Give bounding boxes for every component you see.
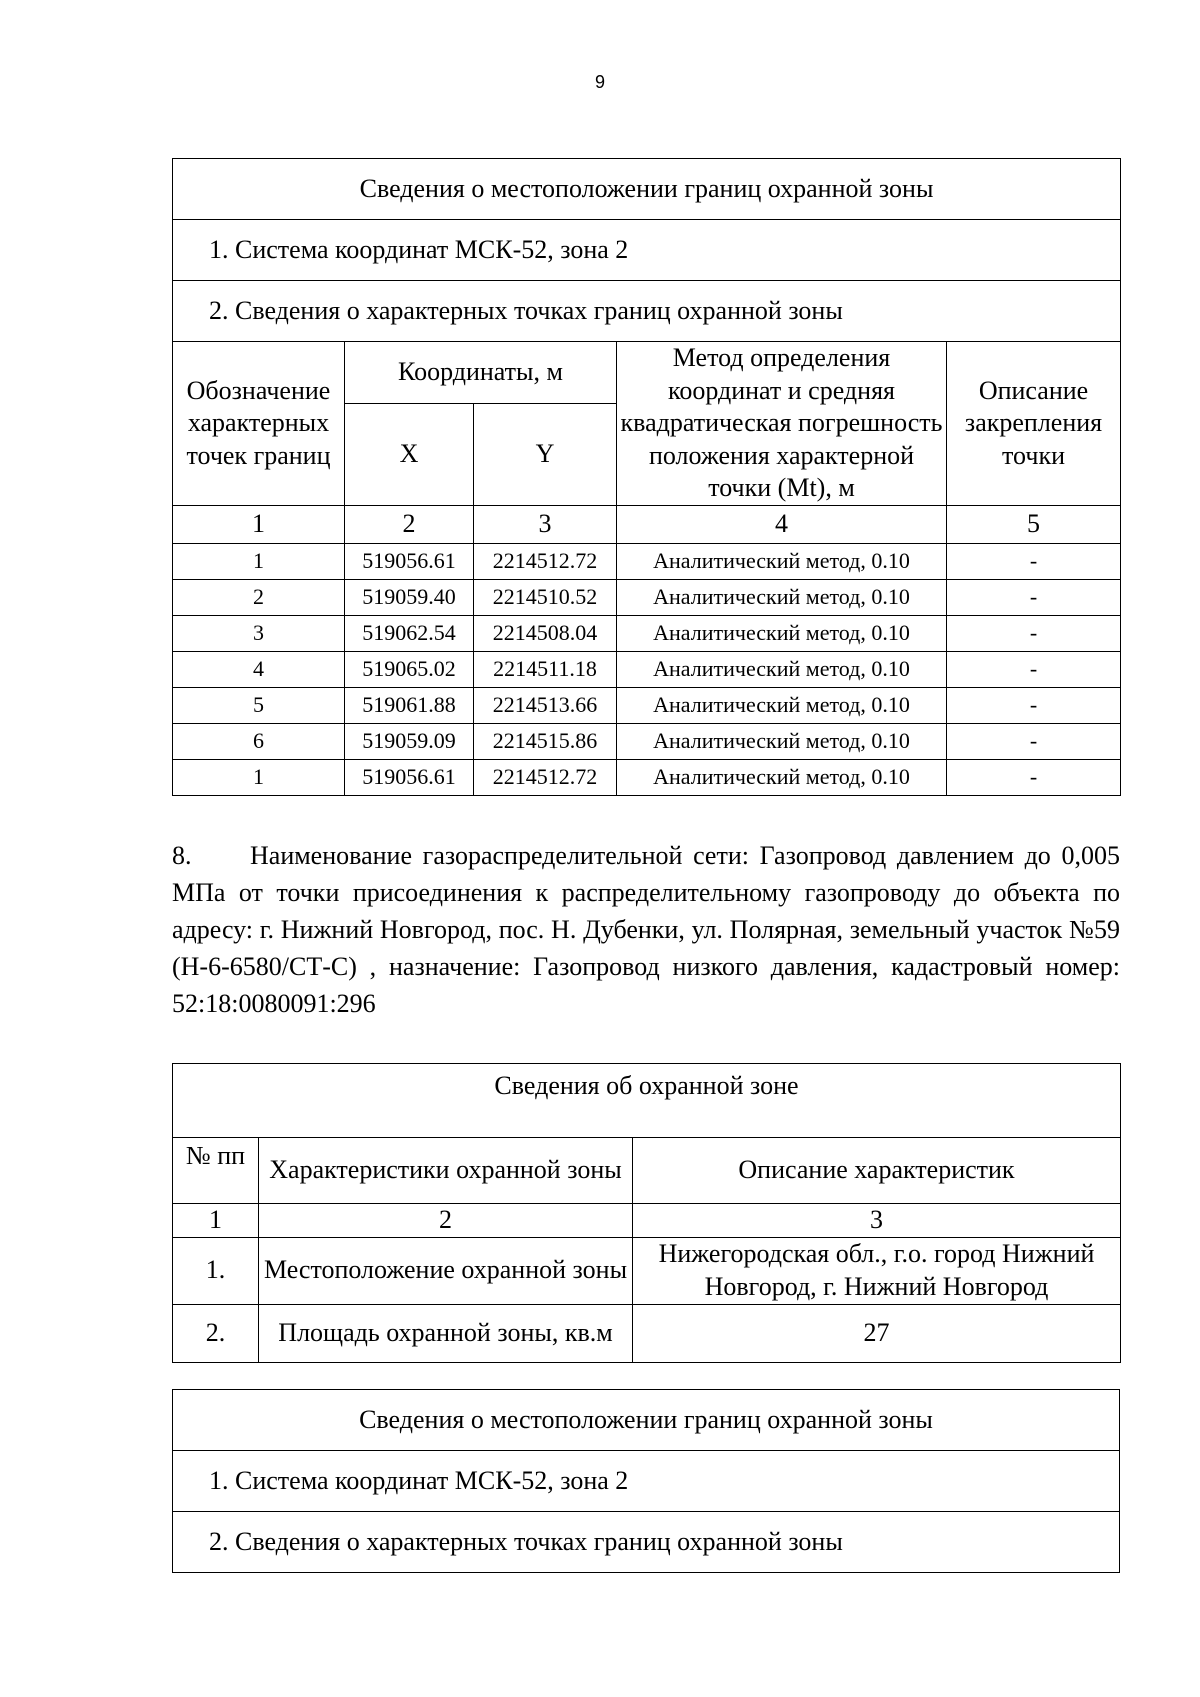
cell-method: Аналитический метод, 0.10 (617, 687, 947, 723)
cell-method: Аналитический метод, 0.10 (617, 651, 947, 687)
column-number: 5 (947, 505, 1121, 543)
table-row (173, 615, 1121, 651)
cell-x: 519056.61 (345, 759, 474, 795)
cell-point: 2 (173, 579, 345, 615)
boundary-info-table (172, 1389, 1120, 1573)
header-number: № пп (173, 1138, 259, 1204)
paragraph-text: Наименование газораспределительной сети: Газопровод давлением до 0,005 МПа от точки присоединения к распределительному газопроводу до объекта по адресу: г. Нижний Новгород, пос. Н. Дубенки, ул. Полярная, земельный участок №59 (Н-6-6580/СТ-С) , назначение: Газопровод низкого давления, кадастровый номер: 52:18:0080091:296 (172, 841, 1120, 1018)
header-description: Описание закрепления точки (947, 342, 1121, 506)
cell-y: 2214510.52 (474, 579, 617, 615)
cell-characteristic: Местоположение охранной зоны (259, 1237, 633, 1304)
header-x: X (345, 403, 474, 505)
table-row (173, 1237, 1121, 1304)
cell-point: 4 (173, 651, 345, 687)
cell-point: 6 (173, 723, 345, 759)
cell-method: Аналитический метод, 0.10 (617, 759, 947, 795)
page-number: 9 (594, 72, 605, 92)
cell-y: 2214513.66 (474, 687, 617, 723)
table-row (173, 651, 1121, 687)
cell-characteristic: Площадь охранной зоны, кв.м (259, 1304, 633, 1362)
table-title: Сведения об охранной зоне (173, 1064, 1121, 1138)
cell-point: 1 (173, 543, 345, 579)
table-row (173, 543, 1121, 579)
cell-y: 2214515.86 (474, 723, 617, 759)
protection-zone-table (172, 1063, 1121, 1363)
cell-point: 1 (173, 759, 345, 795)
header-designation: Обозначение характерных точек границ (173, 342, 345, 506)
cell-point: 5 (173, 687, 345, 723)
column-number: 3 (633, 1204, 1121, 1238)
cell-method: Аналитический метод, 0.10 (617, 615, 947, 651)
cell-y: 2214511.18 (474, 651, 617, 687)
table-title: Сведения о местоположении границ охранной зоны (173, 1390, 1120, 1451)
cell-desc: - (947, 723, 1121, 759)
cell-y: 2214512.72 (474, 759, 617, 795)
cell-x: 519056.61 (345, 543, 474, 579)
cell-y: 2214512.72 (474, 543, 617, 579)
cell-x: 519062.54 (345, 615, 474, 651)
cell-desc: - (947, 615, 1121, 651)
cell-desc: - (947, 543, 1121, 579)
table-title: Сведения о местоположении границ охранной зоны (173, 159, 1121, 220)
column-number: 4 (617, 505, 947, 543)
cell-value: Нижегородская обл., г.о. город Нижний Новгород, г. Нижний Новгород (633, 1237, 1121, 1304)
column-number: 3 (474, 505, 617, 543)
cell-method: Аналитический метод, 0.10 (617, 579, 947, 615)
cell-x: 519065.02 (345, 651, 474, 687)
points-title: 2. Сведения о характерных точках границ охранной зоны (173, 1512, 1120, 1573)
points-title: 2. Сведения о характерных точках границ охранной зоны (173, 281, 1121, 342)
header-characteristic: Характеристики охранной зоны (259, 1138, 633, 1204)
header-method: Метод определения координат и средняя квадратическая погрешность положения характерной точки (Mt), м (617, 342, 947, 506)
cell-x: 519059.09 (345, 723, 474, 759)
coord-system: 1. Система координат МСК-52, зона 2 (173, 1451, 1120, 1512)
network-description (172, 837, 1120, 1022)
table-row (173, 687, 1121, 723)
cell-number: 2. (173, 1304, 259, 1362)
table-row (173, 579, 1121, 615)
column-number: 1 (173, 1204, 259, 1238)
header-y: Y (474, 403, 617, 505)
cell-value: 27 (633, 1304, 1121, 1362)
cell-x: 519061.88 (345, 687, 474, 723)
cell-point: 3 (173, 615, 345, 651)
paragraph-number: 8. (172, 841, 192, 870)
column-number: 2 (345, 505, 474, 543)
cell-number: 1. (173, 1237, 259, 1304)
boundary-points-table (172, 158, 1121, 796)
cell-desc: - (947, 579, 1121, 615)
cell-method: Аналитический метод, 0.10 (617, 543, 947, 579)
header-coordinates: Координаты, м (345, 342, 617, 404)
table-row (173, 1304, 1121, 1362)
table-row (173, 759, 1121, 795)
cell-method: Аналитический метод, 0.10 (617, 723, 947, 759)
column-number: 1 (173, 505, 345, 543)
cell-x: 519059.40 (345, 579, 474, 615)
cell-y: 2214508.04 (474, 615, 617, 651)
cell-desc: - (947, 687, 1121, 723)
coord-system: 1. Система координат МСК-52, зона 2 (173, 220, 1121, 281)
cell-desc: - (947, 651, 1121, 687)
header-value: Описание характеристик (633, 1138, 1121, 1204)
table-row (173, 723, 1121, 759)
cell-desc: - (947, 759, 1121, 795)
column-number: 2 (259, 1204, 633, 1238)
